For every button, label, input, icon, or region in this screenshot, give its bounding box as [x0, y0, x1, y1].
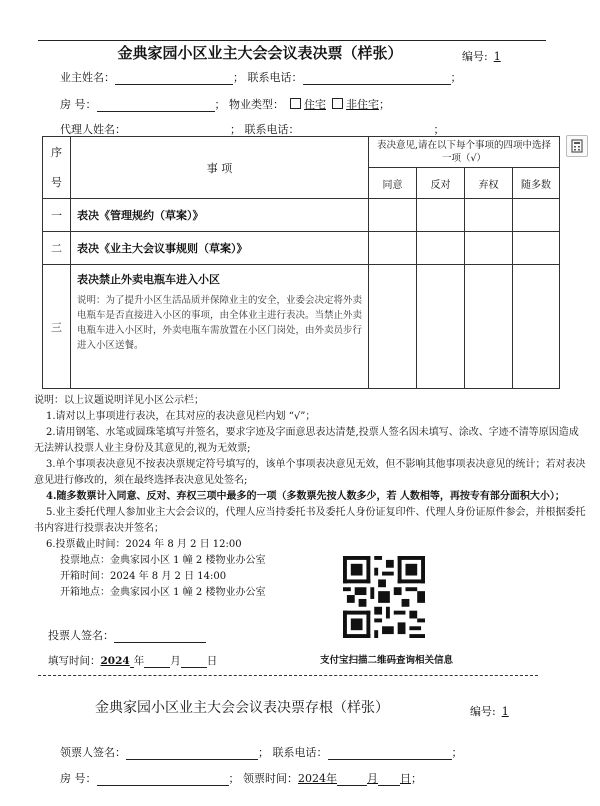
room-row: 房 号： ； 物业类型： 住宅 非住宅； — [60, 98, 390, 111]
note-6: 6.投票截止时间：2024 年 8 月 2 日 12:00 — [46, 539, 242, 550]
item-header: 事 项 — [71, 137, 369, 199]
vote-cell[interactable] — [465, 199, 513, 232]
vote-cell[interactable] — [369, 265, 417, 389]
note-3: 3.单个事项表决意见不按表决票规定符号填写的，该单个事项表决意见无效，但不影响其他事项表决意见的统计；若对表决意见进行修改的，须在最终选择表决意见处签名; — [34, 459, 586, 486]
open-time: 开箱时间：2024 年 8 月 2 日 14:00 — [60, 571, 227, 582]
seq-header: 序 号 — [43, 137, 71, 199]
qr-caption: 支付宝扫描二维码查询相关信息 — [320, 655, 454, 666]
nonresidential-checkbox[interactable] — [332, 98, 343, 109]
row-seq: 二 — [43, 232, 71, 265]
row-content — [71, 265, 369, 389]
col-majority: 随多数 — [513, 168, 560, 199]
cut-line — [38, 675, 538, 676]
vote-cell[interactable] — [513, 199, 560, 232]
vote-header: 表决意见,请在以下每个事项的四项中选择一项（√） — [369, 137, 560, 168]
notes-intro: 说明：以上议题说明详见小区公示栏； — [34, 395, 204, 406]
open-place: 开箱地点：金典家园小区 1 幢 2 楼物业办公室 — [60, 587, 266, 598]
vote-cell[interactable] — [417, 265, 465, 389]
vote-cell[interactable] — [369, 232, 417, 265]
serial-number: 编号: 1 — [462, 50, 501, 63]
row-title: 表决《管理规约（草案）》 — [71, 199, 369, 232]
vote-cell[interactable] — [417, 232, 465, 265]
form-title: 金典家园小区业主大会会议表决票（样张） — [117, 44, 403, 62]
table-row — [43, 199, 560, 232]
recv-month-field[interactable] — [337, 773, 367, 786]
stub-receiver-row: 领票人签名： ； 联系电话： ； — [60, 746, 463, 759]
note-4: 4.随多数票计入同意、反对、弃权三项中最多的一项（多数票先按人数多少，若 人数相等，再按专有部分面积大小）； — [46, 491, 565, 502]
stub-phone-field[interactable] — [328, 747, 452, 760]
owner-name-field[interactable] — [115, 72, 233, 85]
vote-cell[interactable] — [369, 199, 417, 232]
vote-cell[interactable] — [465, 265, 513, 389]
stub-room-field[interactable] — [97, 773, 229, 786]
vote-cell[interactable] — [513, 232, 560, 265]
row-seq: 一 — [43, 199, 71, 232]
table-row — [43, 232, 560, 265]
calculator-icon[interactable] — [566, 135, 588, 157]
fill-month-field[interactable] — [144, 655, 170, 668]
owner-row: 业主姓名： ； 联系电话： ； — [60, 71, 462, 84]
notes-section — [34, 393, 588, 601]
voter-sign-row: 投票人签名： — [48, 627, 206, 643]
owner-phone-field[interactable] — [303, 72, 451, 85]
qr-code-icon — [343, 556, 425, 638]
stub-serial-number: 编号: 1 — [470, 705, 509, 718]
row-description: 说明：为了提升小区生活品质并保障业主的安全，业委会决定将外卖电瓶车是否直接进入小区的事项，由全体业主进行表决。当禁止外卖电瓶车进入小区时，外卖电瓶车需放置在小区门岗处，由外卖员步行进入小区送餐。 — [77, 295, 363, 351]
vote-cell[interactable] — [465, 232, 513, 265]
vote-cell[interactable] — [513, 265, 560, 389]
col-abstain: 弃权 — [465, 168, 513, 199]
top-rule — [38, 40, 546, 41]
col-oppose: 反对 — [417, 168, 465, 199]
row-seq: 三 — [43, 265, 71, 389]
stub-room-row: 房 号： ； 领票时间：2024年 月 日； — [60, 772, 422, 785]
room-field[interactable] — [97, 99, 215, 112]
agent-row: 代理人姓名： ； 联系电话： ； — [60, 123, 445, 136]
receiver-sign-field[interactable] — [126, 747, 258, 760]
residential-checkbox[interactable] — [290, 98, 301, 109]
row-title: 表决禁止外卖电瓶车进入小区 — [77, 273, 220, 286]
voter-sign-field[interactable] — [114, 630, 206, 643]
vote-place: 投票地点：金典家园小区 1 幢 2 楼物业办公室 — [60, 555, 266, 566]
table-row — [43, 265, 560, 389]
col-agree: 同意 — [369, 168, 417, 199]
row-title: 表决《业主大会议事规则（草案）》 — [71, 232, 369, 265]
vote-table — [42, 136, 560, 389]
recv-day-field[interactable] — [378, 773, 400, 786]
fill-time-row: 填写时间：2024 年 月 日 — [48, 655, 218, 667]
stub-title: 金典家园小区业主大会会议表决票存根（样张） — [95, 700, 389, 716]
note-5: 5.业主委托代理人参加业主大会会议的，代理人应当持委托书及委托人身份证复印件、代理人身份证原件参会，并根据委托书内容进行投票表决并签名； — [34, 507, 586, 534]
note-1: 1.请对以上事项进行表决，在其对应的表决意见栏内划 “√”； — [46, 411, 316, 422]
vote-cell[interactable] — [417, 199, 465, 232]
note-2: 2.请用钢笔、水笔或圆珠笔填写并签名，要求字迹及字面意思表达清楚,投票人签名因未填写、涂改、字迹不清等原因造成无法辨认投票人业主身份及其意见的,视为无效票; — [34, 427, 579, 454]
fill-day-field[interactable] — [181, 655, 207, 668]
